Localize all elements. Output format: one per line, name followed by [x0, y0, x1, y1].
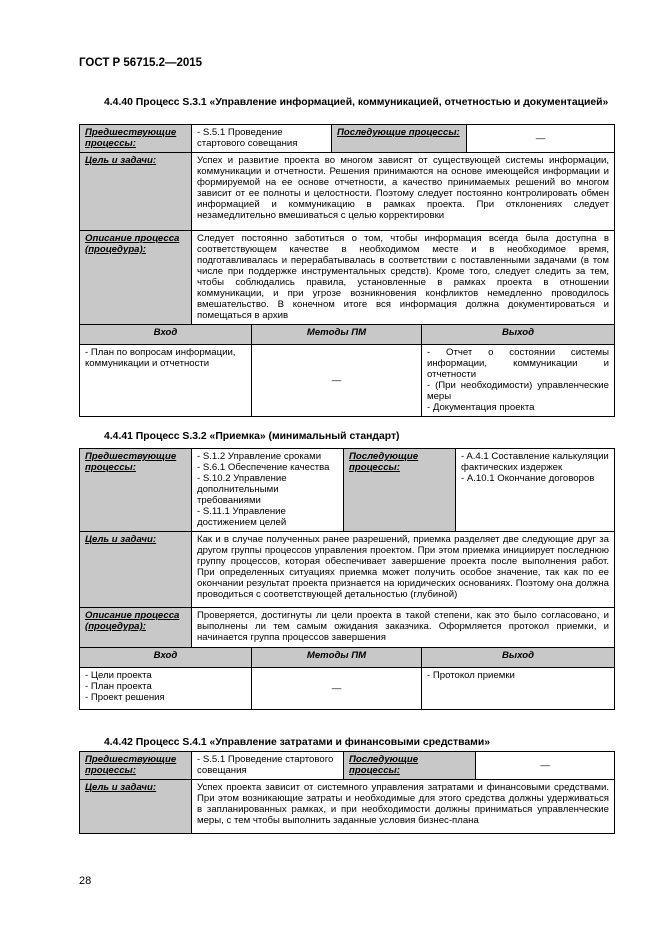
description-text: Проверяется, достигнуты ли цели проекта в такой степени, как это было согласовано, и выполнены ли тем самым ожидания заказчика. Оформляется протокол приемки, и начинается группа процессов завершения	[192, 608, 615, 654]
methods-value: —	[252, 345, 422, 417]
successors-label: Последующие процессы:	[344, 449, 456, 532]
goals-text: Успех проекта зависит от системного управления затратами и финансовыми средствами. При этом возникающие затраты и необходимые для этого средства должны удерживаться в запланированных рамках, и при необходимости должны приниматься управленческие меры, с тем чтобы выполнить заданные условия бизнес-плана	[192, 780, 615, 834]
goals-label: Цель и задачи:	[80, 780, 192, 834]
goals-text: Успех и развитие проекта во многом зависят от существующей системы информации, коммуникации и отчетности. Решения принимаются на основе имеющейся информации и формируемой на ее основе отчетности, а качество принимаемых решений во многом зависит от ее полноты и целостности. Поэтому следует постоянно контролировать обмен информацией и коммуникацию в рамках проекта. При отклонениях следует незамедлительно вмешиваться с целью корректировки	[192, 153, 615, 231]
document-code: ГОСТ Р 56715.2—2015	[79, 57, 203, 69]
successors-label: Последующие процессы:	[332, 125, 467, 153]
successors-value: —	[467, 125, 615, 153]
process-table-s-3-2	[79, 448, 615, 654]
input-list: - План по вопросам информации, коммуникации и отчетности	[80, 345, 252, 417]
output-list: - Отчет о состоянии системы информации, коммуникации и отчетности - (При необходимости) управленческие меры - Документация проекта	[422, 345, 615, 417]
goals-label: Цель и задачи:	[80, 153, 192, 231]
description-label: Описание процесса (процедура):	[80, 231, 192, 325]
goals-text: Как и в случае полученных ранее разрешений, приемка разделяет две следующие друг за другом группы процессов управления проектом. При этом приемка инициирует последнюю группу процессов, которая обеспечивает завершение проекта после выполнения работ. При определенных ситуациях приемка может получить особое значение, так как по ее окончании результат проекта признается на юридических основаниях. Поэтому она должна проводиться с соответствующей детальностью (глубиной)	[192, 532, 615, 608]
process-table-s-3-1	[79, 124, 615, 325]
description-label: Описание процесса (процедура):	[80, 608, 192, 654]
methods-header: Методы ПМ	[252, 648, 422, 668]
successors-label: Последующие процессы:	[344, 752, 476, 780]
predecessors-value: - S.5.1 Проведение стартового совещания	[192, 752, 344, 780]
input-header: Вход	[80, 648, 252, 668]
methods-header: Методы ПМ	[252, 325, 422, 345]
output-header: Выход	[422, 648, 615, 668]
process-table-s-4-1	[79, 751, 615, 834]
successors-value: —	[476, 752, 615, 780]
goals-label: Цель и задачи:	[80, 532, 192, 608]
output-list: - Протокол приемки	[422, 668, 615, 710]
predecessors-value: - S.1.2 Управление сроками - S.6.1 Обеспечение качества - S.10.2 Управление дополнительными требованиями - S.11.1 Управление достижением целей	[192, 449, 344, 532]
description-text: Следует постоянно заботиться о том, чтобы информация всегда была доступна в соответствующем качестве в необходимом месте и в необходимое время, подготавливалась и перерабатывалась в соответствии с поставленными задачами (в том числе при поддержке инструментальных средств). Кроме того, следует следить за тем, чтобы соблюдались правила, установленные в рамках проекта в отношении коммуникации, и при угрозе возникновения конфликтов немедленно проводилось вмешательство. В конечном итоге вся информация должна документироваться и помещаться в архив	[192, 231, 615, 325]
input-header: Вход	[80, 325, 252, 345]
successors-value: - A.4.1 Составление калькуляции фактических издержек - A.10.1 Окончание договоров	[456, 449, 615, 532]
section-title-4-4-41: 4.4.41 Процесс S.3.2 «Приемка» (минимальный стандарт)	[104, 431, 400, 442]
predecessors-label: Предшествующие процессы:	[80, 125, 192, 153]
predecessors-value: - S.5.1 Проведение стартового совещания	[192, 125, 332, 153]
page-number: 28	[79, 875, 92, 887]
predecessors-label: Предшествующие процессы:	[80, 752, 192, 780]
output-header: Выход	[422, 325, 615, 345]
io-table-s-3-1	[79, 324, 615, 417]
input-list: - Цели проекта - План проекта - Проект решения	[80, 668, 252, 710]
io-table-s-3-2	[79, 647, 615, 710]
methods-value: —	[252, 668, 422, 710]
predecessors-label: Предшествующие процессы:	[80, 449, 192, 532]
section-title-4-4-42: 4.4.42 Процесс S.4.1 «Управление затратами и финансовыми средствами»	[104, 737, 491, 748]
section-title-4-4-40: 4.4.40 Процесс S.3.1 «Управление информацией, коммуникацией, отчетностью и документацией»	[104, 97, 609, 108]
